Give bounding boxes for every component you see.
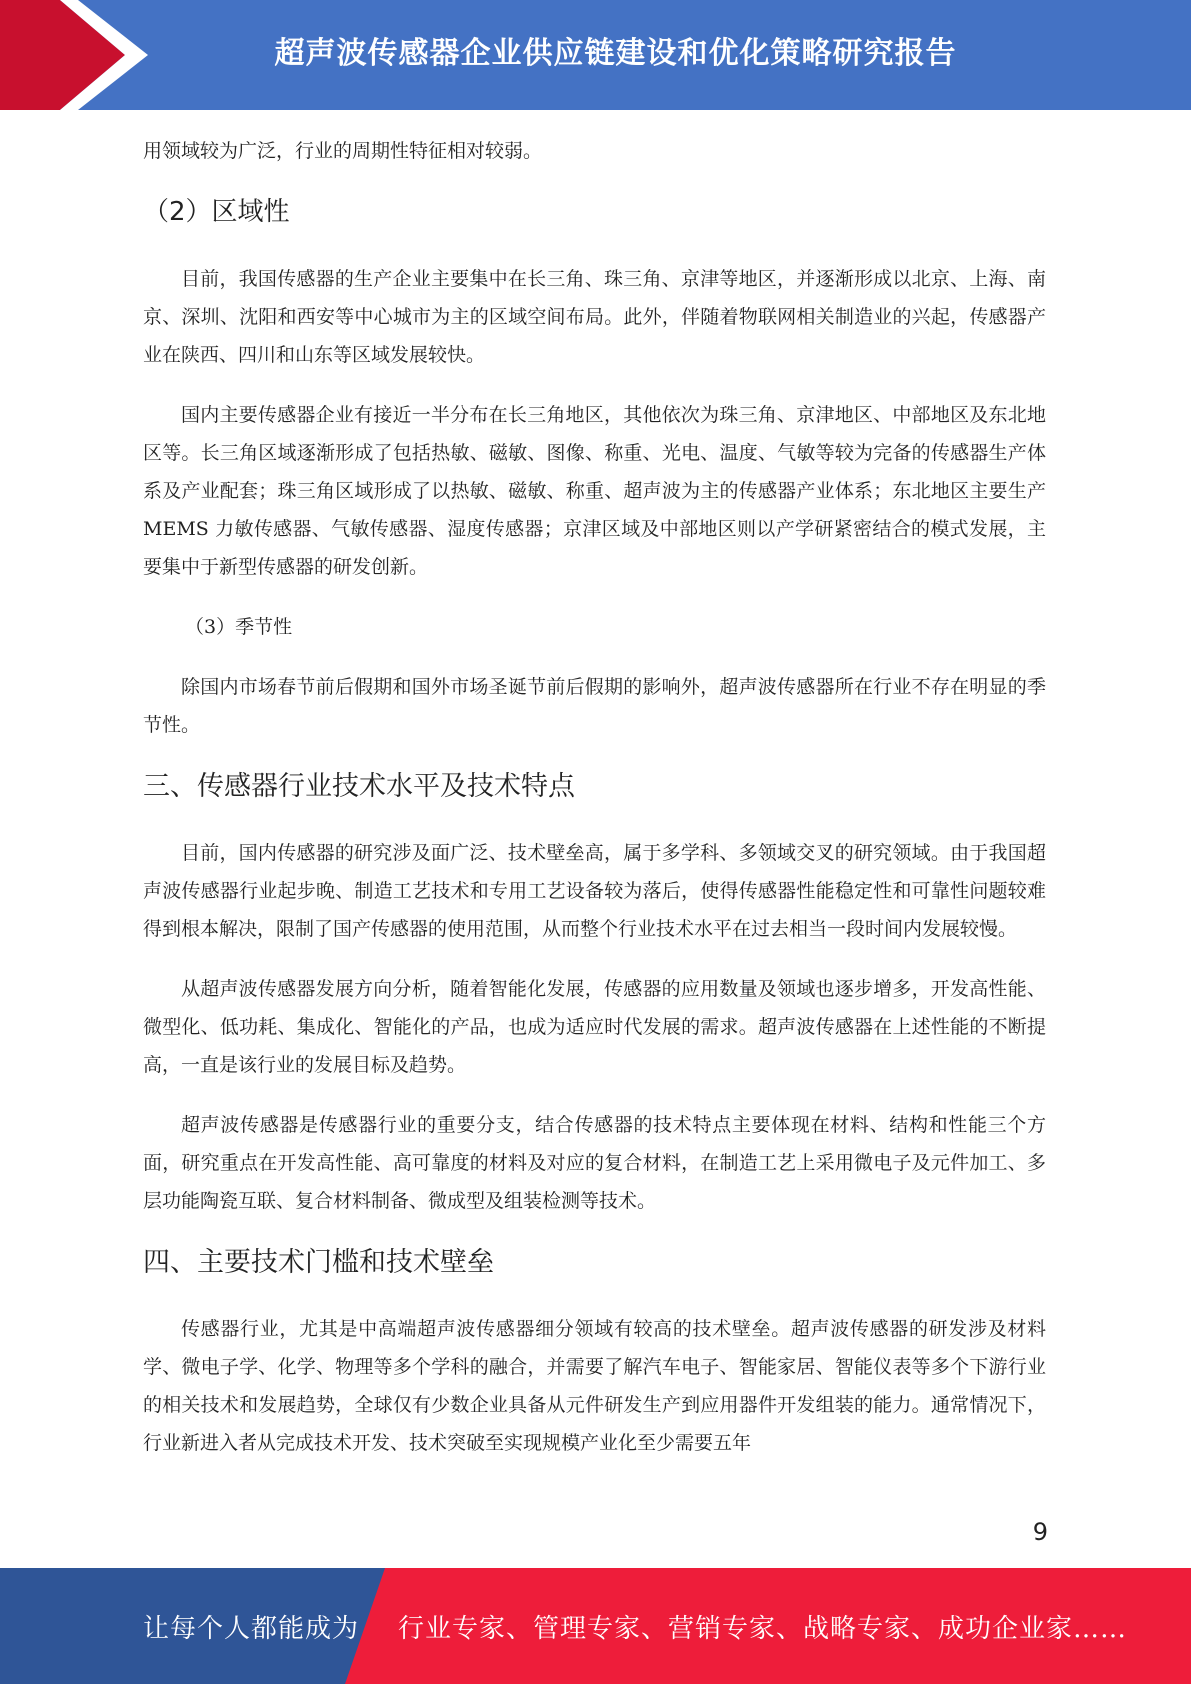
subheading-seasonal: （3）季节性 [185, 616, 293, 638]
subheading-regional: （2）区域性 [143, 197, 290, 227]
footer-slogan-left: 让每个人都能成为 [143, 1613, 360, 1644]
section-heading-technology: 三、传感器行业技术水平及技术特点 [143, 771, 575, 802]
paragraph: 用领域较为广泛，行业的周期性特征相对较弱。 [143, 140, 543, 162]
paragraph: 从超声波传感器发展方向分析，随着智能化发展，传感器的应用数量及领域也逐步增多，开发高性能、微型化、低功耗、集成化、智能化的产品，也成为适应时代发展的需求。超声波传感器在上述性能的不断提高，一直是该行业的发展目标及趋势。 [143, 978, 1046, 1076]
paragraph: 国内主要传感器企业有接近一半分布在长三角地区，其他依次为珠三角、京津地区、中部地区及东北地区等。长三角区域逐渐形成了包括热敏、磁敏、图像、称重、光电、温度、气敏等较为完备的传感器生产体系及产业配套；珠三角区域形成了以热敏、磁敏、称重、超声波为主的传感器产业体系；东北地区主要生产 MEMS 力敏传感器、气敏传感器、湿度传感器；京津区域及中部地区则以产学研紧密结合的模式发展，主要集中于新型传感器的研发创新。 [143, 404, 1046, 578]
page-header [0, 0, 1191, 110]
paragraph: 超声波传感器是传感器行业的重要分支，结合传感器的技术特点主要体现在材料、结构和性能三个方面，研究重点在开发高性能、高可靠度的材料及对应的复合材料，在制造工艺上采用微电子及元件加工、多层功能陶瓷互联、复合材料制备、微成型及组装检测等技术。 [143, 1114, 1046, 1212]
page-footer [0, 1568, 1191, 1684]
footer-slogan-right: 行业专家、管理专家、营销专家、战略专家、成功企业家…… [398, 1613, 1128, 1644]
section-heading-barriers: 四、主要技术门槛和技术壁垒 [143, 1247, 494, 1278]
document-body [143, 132, 1046, 1484]
page-number: 9 [1032, 1518, 1048, 1546]
paragraph: 目前，我国传感器的生产企业主要集中在长三角、珠三角、京津等地区，并逐渐形成以北京、上海、南京、深圳、沈阳和西安等中心城市为主的区域空间布局。此外，伴随着物联网相关制造业的兴起，传感器产业在陕西、四川和山东等区域发展较快。 [143, 268, 1046, 366]
paragraph: 传感器行业，尤其是中高端超声波传感器细分领域有较高的技术壁垒。超声波传感器的研发涉及材料学、微电子学、化学、物理等多个学科的融合，并需要了解汽车电子、智能家居、智能仪表等多个下游行业的相关技术和发展趋势，全球仅有少数企业具备从元件研发生产到应用器件开发组装的能力。通常情况下，行业新进入者从完成技术开发、技术突破至实现规模产业化至少需要五年 [143, 1318, 1046, 1454]
paragraph: 除国内市场春节前后假期和国外市场圣诞节前后假期的影响外，超声波传感器所在行业不存在明显的季节性。 [143, 676, 1046, 736]
paragraph: 目前，国内传感器的研究涉及面广泛、技术壁垒高，属于多学科、多领域交叉的研究领域。由于我国超声波传感器行业起步晚、制造工艺技术和专用工艺设备较为落后，使得传感器性能稳定性和可靠性问题较难得到根本解决，限制了国产传感器的使用范围，从而整个行业技术水平在过去相当一段时间内发展较慢。 [143, 842, 1046, 940]
report-title: 超声波传感器企业供应链建设和优化策略研究报告 [274, 36, 957, 71]
